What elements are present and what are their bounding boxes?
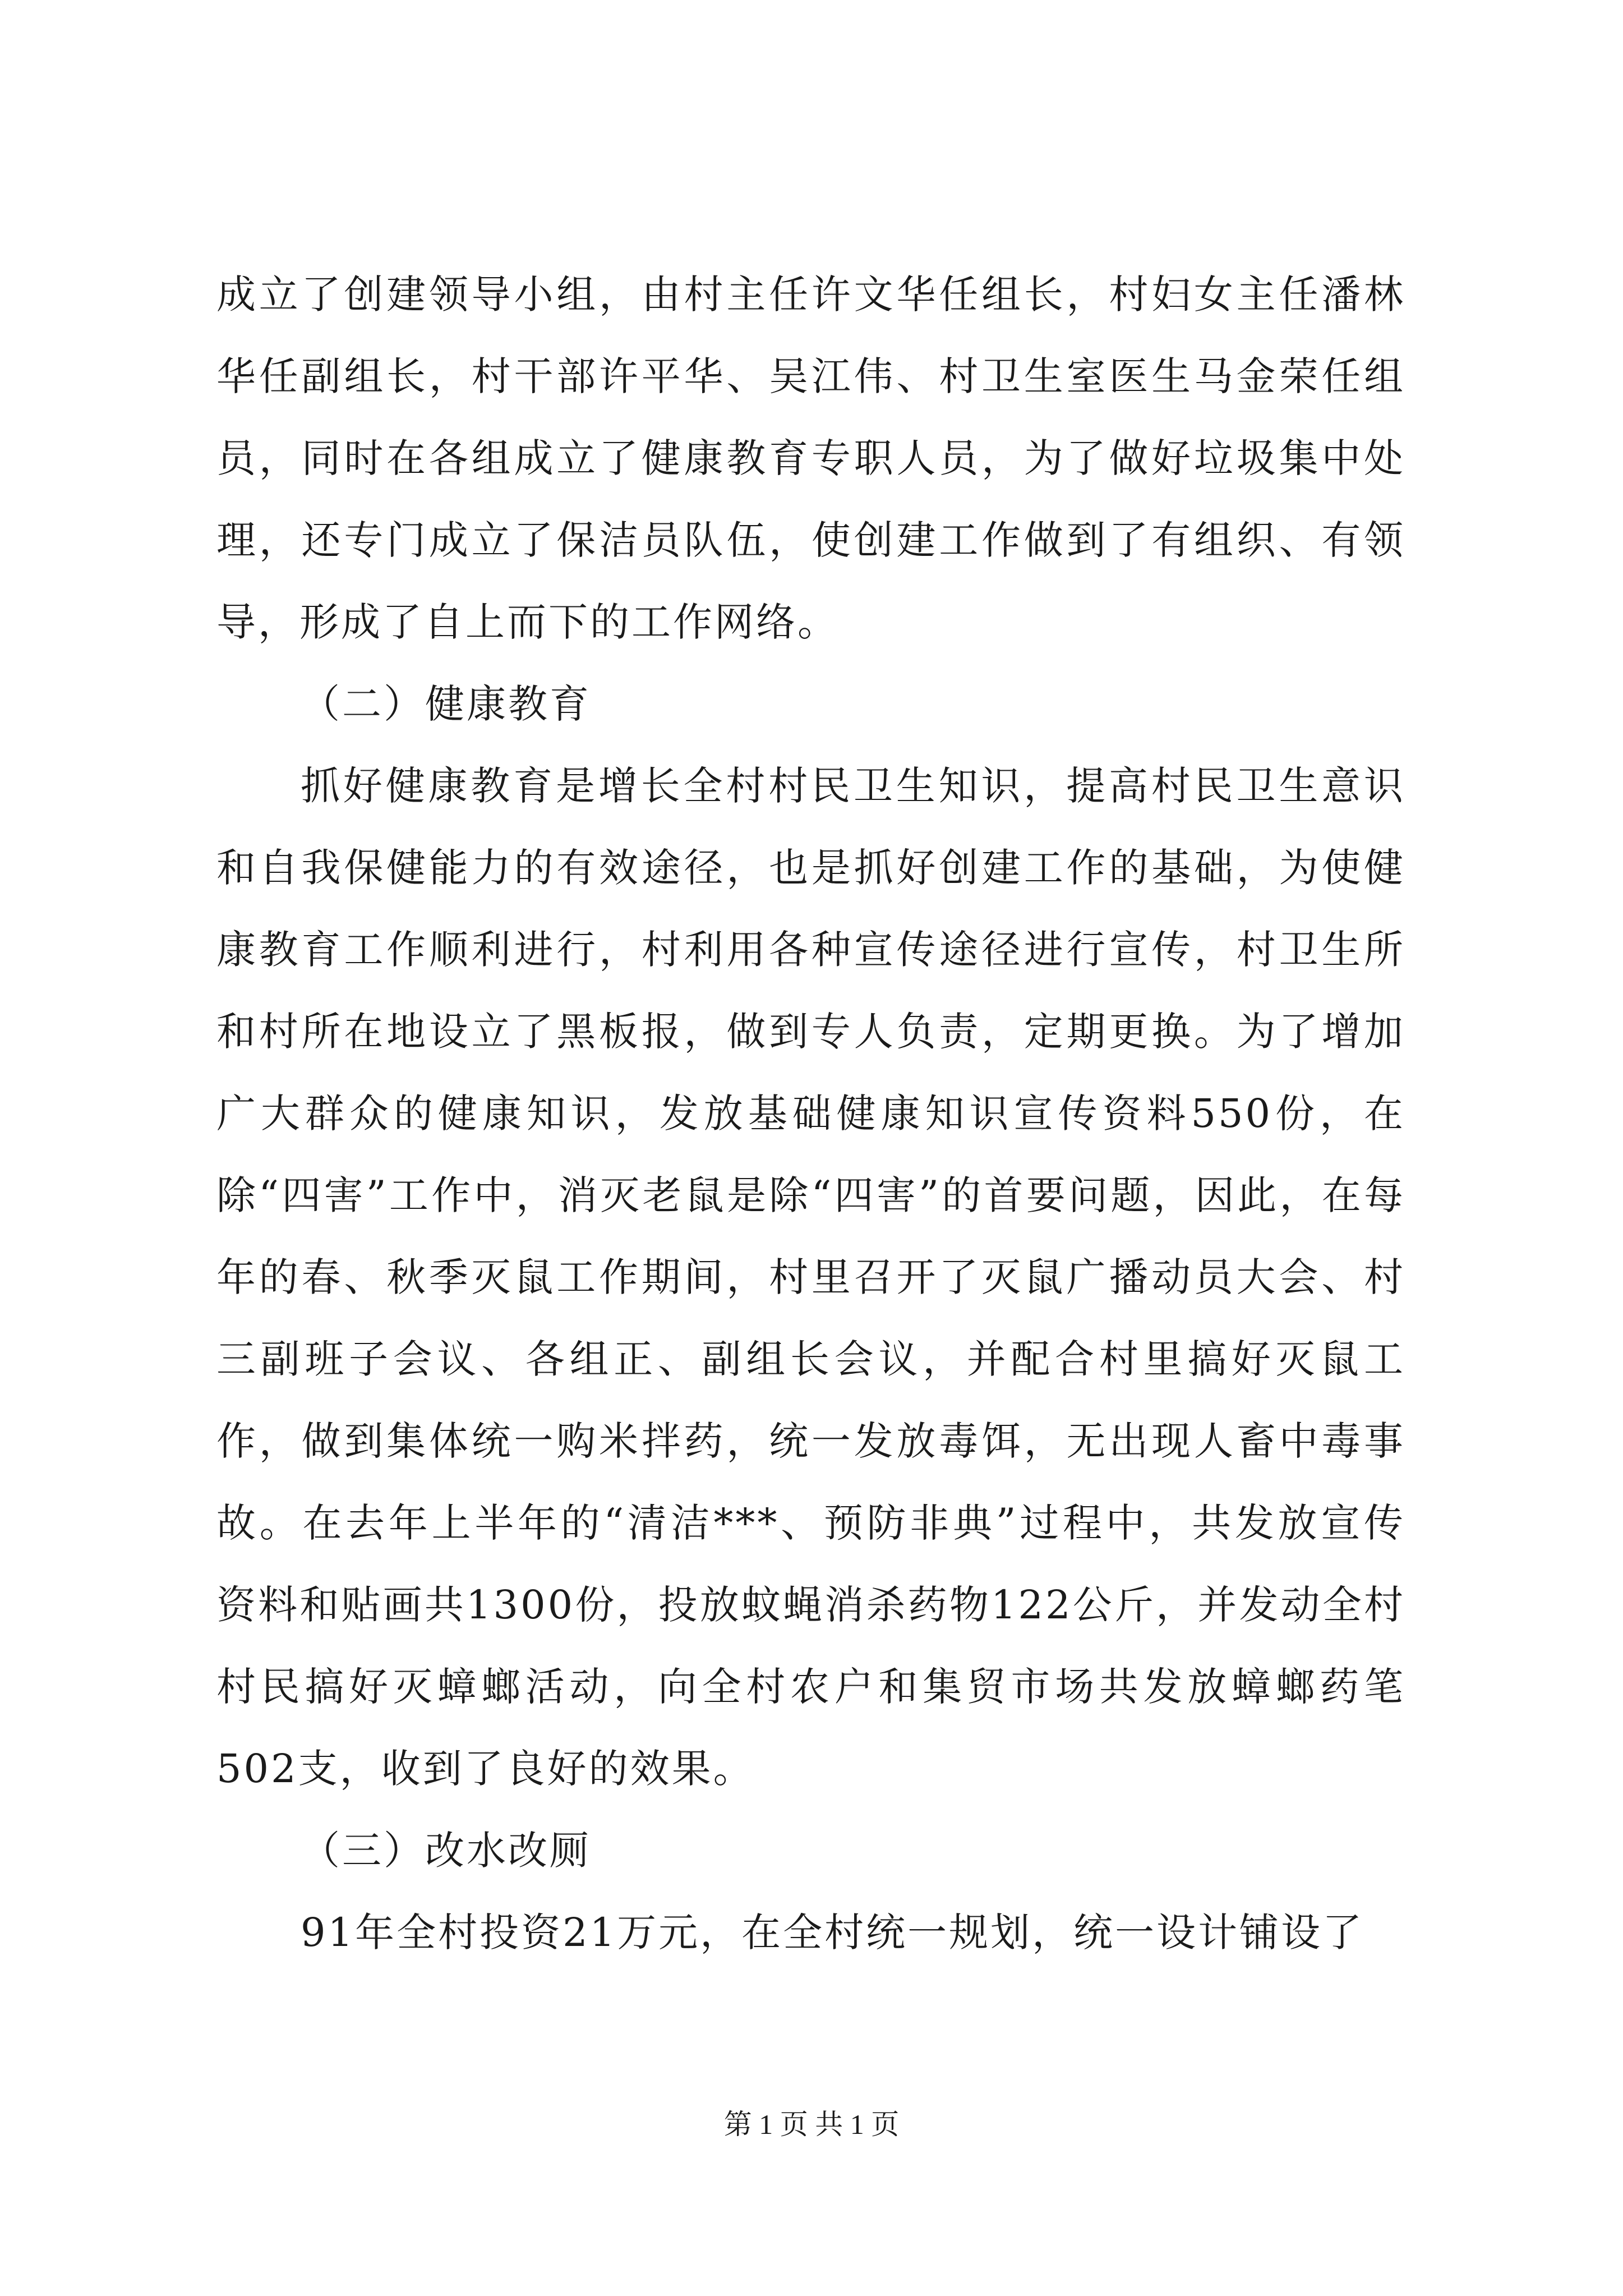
document-body xyxy=(216,254,1405,1973)
paragraph-leadership-group: 成立了创建领导小组，由村主任许文华任组长，村妇女主任潘林华任副组长，村干部许平华、吴江伟、村卫生室医生马金荣任组员，同时在各组成立了健康教育专职人员，为了做好垃圾集中处理，还专门成立了保洁员队伍，使创建工作做到了有组织、有领导，形成了自上而下的工作网络。 xyxy=(216,272,1405,645)
paragraph-health-education: 抓好健康教育是增长全村村民卫生知识，提高村民卫生意识和自我保健能力的有效途径，也是抓好创建工作的基础，为使健康教育工作顺利进行，村利用各种宣传途径进行宣传，村卫生所和村所在地设立了黑板报，做到专人负责，定期更换。为了增加广大群众的健康知识，发放基础健康知识宣传资料550份，在除“四害”工作中，消灭老鼠是除“四害”的首要问题，因此，在每年的春、秋季灭鼠工作期间，村里召开了灭鼠广播动员大会、村三副班子会议、各组正、副组长会议，并配合村里搞好灭鼠工作，做到集体统一购米拌药，统一发放毒饵，无出现人畜中毒事故。在去年上半年的“清洁***、预防非典”过程中，共发放宣传资料和贴画共1300份，投放蚊蝇消杀药物122公斤，并发动全村村民搞好灭蟑螂活动，向全村农户和集贸市场共发放蟑螂药笔502支，收到了良好的效果。 xyxy=(216,763,1405,1792)
section-heading-water-toilet: （三）改水改厕 xyxy=(301,1828,591,1874)
section-heading-health-education: （二）健康教育 xyxy=(301,681,591,727)
page-footer: 第 1 页 共 1 页 xyxy=(723,2109,900,2140)
paragraph-water-toilet: 91年全村投资21万元，在全村统一规划，统一设计铺设了 xyxy=(301,1910,1364,1955)
